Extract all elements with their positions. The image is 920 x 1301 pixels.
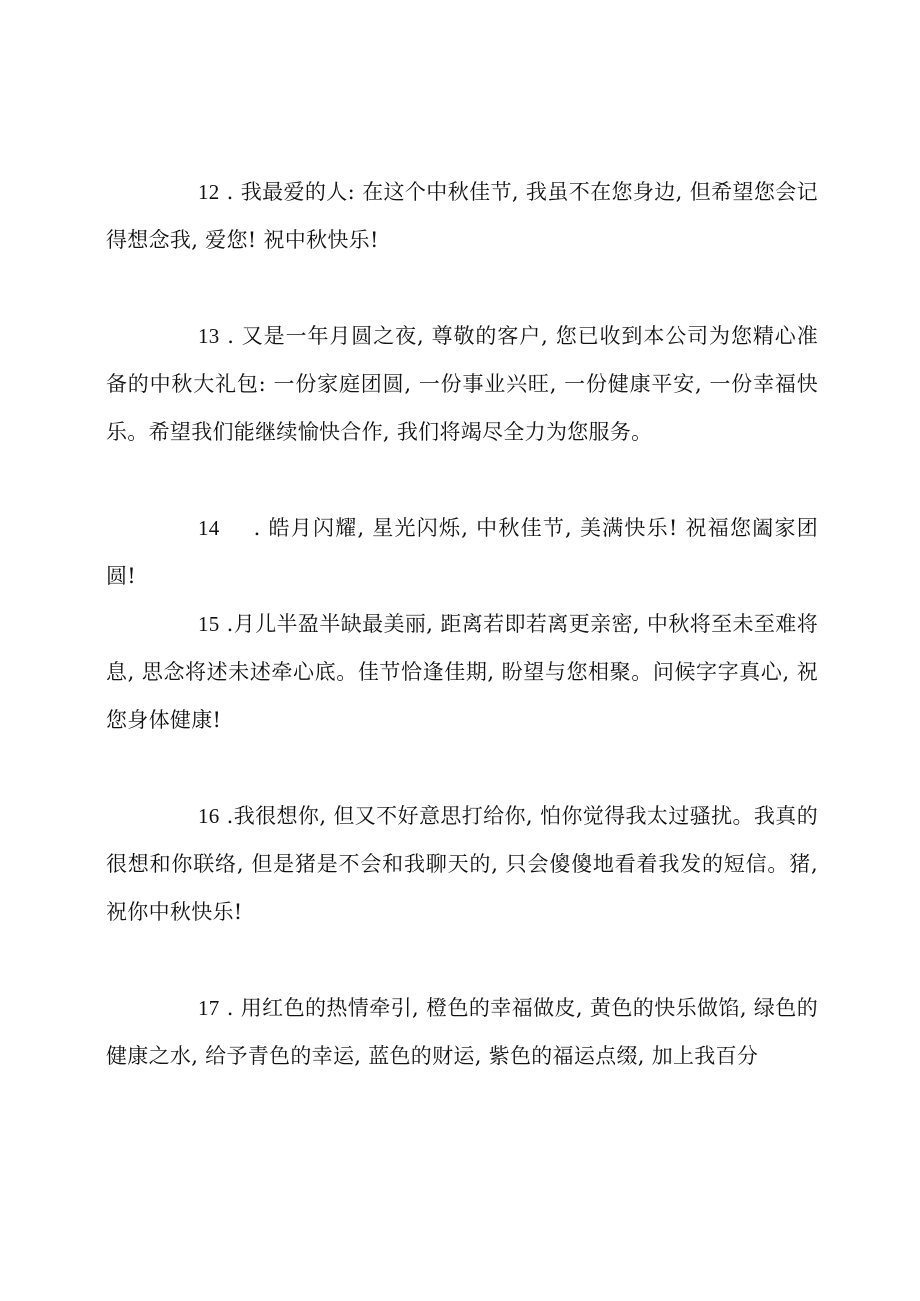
paragraph-text: . 又是一年月圆之夜, 尊敬的客户, 您已收到本公司为您精心准备的中秋大礼包: 一份家庭团圆, 一份事业兴旺, 一份健康平安, 一份幸福快乐。希望我们能继续愉快合作, 我们将竭尽全力为您服务。 xyxy=(106,324,818,444)
paragraph-text: .月儿半盈半缺最美丽, 距离若即若离更亲密, 中秋将至未至难将息, 思念将述未述牵心底。佳节恰逢佳期, 盼望与您相聚。问候字字真心, 祝您身体健康! xyxy=(106,612,818,732)
paragraph-text: . 皓月闪耀, 星光闪烁, 中秋佳节, 美满快乐! 祝福您阖家团圆! xyxy=(106,516,818,588)
paragraph-number: 12 xyxy=(198,180,220,204)
paragraph-17 xyxy=(106,984,818,1080)
paragraph-12 xyxy=(106,168,818,264)
paragraph-text: . 我最爱的人: 在这个中秋佳节, 我虽不在您身边, 但希望您会记得想念我, 爱您! 祝中秋快乐! xyxy=(106,180,818,252)
paragraph-number: 14 xyxy=(198,516,220,540)
paragraph-text: .我很想你, 但又不好意思打给你, 怕你觉得我太过骚扰。我真的很想和你联络, 但是猪是不会和我聊天的, 只会傻傻地看着我发的短信。猪, 祝你中秋快乐! xyxy=(106,804,818,924)
paragraph-number: 17 xyxy=(198,996,220,1020)
paragraph-14 xyxy=(106,504,818,600)
paragraph-13 xyxy=(106,312,818,456)
paragraph-15 xyxy=(106,600,818,744)
paragraph-number: 15 xyxy=(198,612,220,636)
paragraph-16 xyxy=(106,792,818,936)
paragraph-text: . 用红色的热情牵引, 橙色的幸福做皮, 黄色的快乐做馅, 绿色的健康之水, 给予青色的幸运, 蓝色的财运, 紫色的福运点缀, 加上我百分 xyxy=(106,996,818,1068)
paragraph-number: 13 xyxy=(198,324,220,348)
paragraph-number: 16 xyxy=(198,804,220,828)
